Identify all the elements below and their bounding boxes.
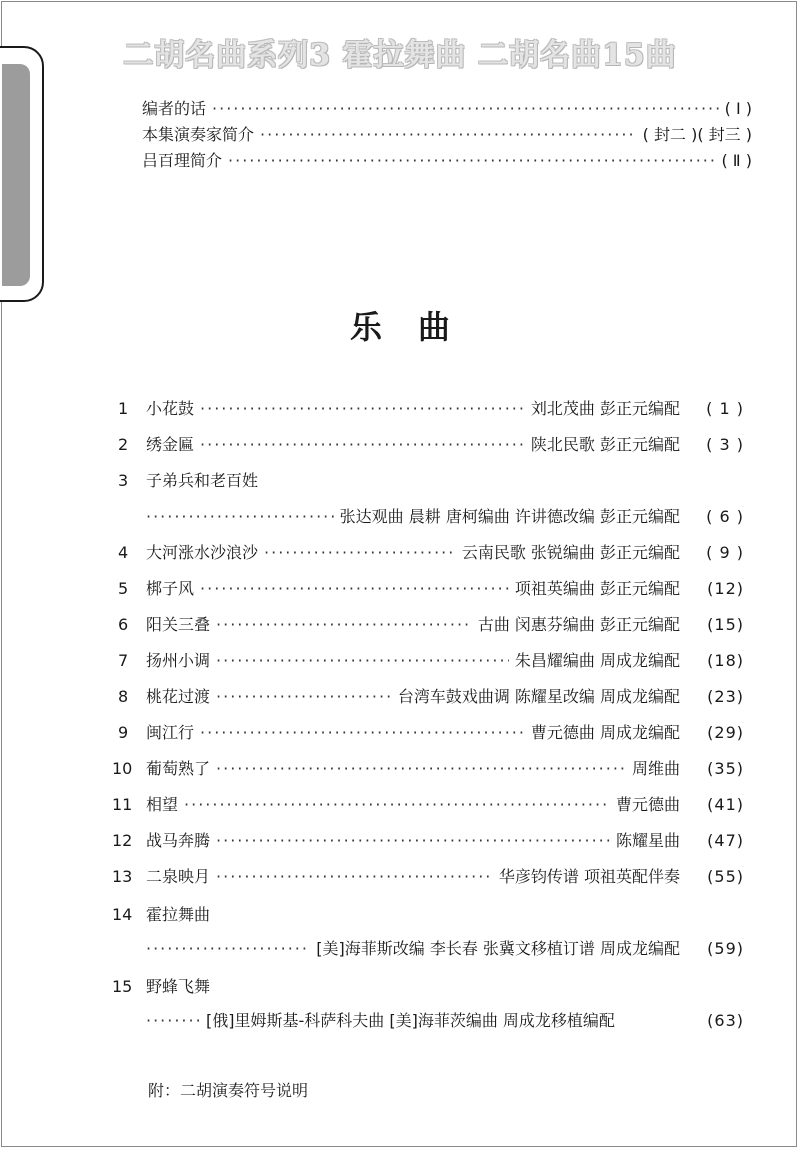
entry-credit: 朱昌耀编曲 周成龙编配 xyxy=(514,651,680,670)
dot-leader xyxy=(146,939,310,958)
dot-leader xyxy=(264,543,456,562)
dot-leader xyxy=(212,99,719,118)
entry-credit: 刘北茂曲 彭正元编配 xyxy=(530,399,680,418)
front-matter-title: 吕百理简介 xyxy=(142,151,223,170)
entry-number: 13 xyxy=(112,867,133,886)
toc-entry[interactable] xyxy=(112,720,744,748)
entry-number: 4 xyxy=(118,543,129,562)
dot-leader xyxy=(146,1011,200,1030)
toc-entry-continuation[interactable] xyxy=(112,1008,744,1036)
entry-page: ( 9 ) xyxy=(706,543,744,562)
entry-title: 阳关三叠 xyxy=(146,615,211,634)
front-matter-page: ( Ⅰ ) xyxy=(724,99,752,118)
entry-page: (41) xyxy=(707,795,744,814)
entry-title: 梆子风 xyxy=(146,579,195,598)
entry-title: 葡萄熟了 xyxy=(146,759,211,778)
dot-leader xyxy=(216,867,493,886)
side-tab-fill xyxy=(2,64,30,286)
dot-leader xyxy=(228,151,715,170)
toc-entry-continuation[interactable] xyxy=(112,504,744,532)
entry-title: 闽江行 xyxy=(146,723,195,742)
entry-title: 二泉映月 xyxy=(146,867,211,886)
entry-number: 15 xyxy=(112,977,133,996)
dot-leader xyxy=(200,579,509,598)
entry-number: 5 xyxy=(118,579,129,598)
entry-credit: [俄]里姆斯基-科萨科夫曲 [美]海菲茨编曲 周成龙移植编配 xyxy=(206,1011,615,1030)
entry-credit: 华彦钧传谱 项祖英配伴奏 xyxy=(498,867,680,886)
toc-entry[interactable] xyxy=(112,828,744,856)
entry-page: (35) xyxy=(707,759,744,778)
entry-title: 野蜂飞舞 xyxy=(146,977,211,996)
entry-credit: [美]海菲斯改编 李长春 张冀文移植订谱 周成龙编配 xyxy=(316,939,680,958)
entry-credit: 古曲 闵惠芬编曲 彭正元编配 xyxy=(477,615,680,634)
entry-title: 霍拉舞曲 xyxy=(146,905,211,924)
front-matter-item[interactable] xyxy=(142,122,752,146)
toc-entry[interactable] xyxy=(112,902,744,930)
entry-page: (12) xyxy=(707,579,744,598)
entry-title: 小花鼓 xyxy=(146,399,195,418)
entry-page: (23) xyxy=(707,687,744,706)
entry-page: (18) xyxy=(707,651,744,670)
entry-page: (15) xyxy=(707,615,744,634)
toc-entry[interactable] xyxy=(112,684,744,712)
toc-entry[interactable] xyxy=(112,756,744,784)
entry-number: 10 xyxy=(112,759,133,778)
dot-leader xyxy=(184,795,610,814)
front-matter-item[interactable] xyxy=(142,148,752,172)
entry-page: ( 1 ) xyxy=(706,399,744,418)
entry-page: (55) xyxy=(707,867,744,886)
header-title: 二胡名曲系列3 霍拉舞曲 二胡名曲15曲 xyxy=(123,38,677,73)
entry-page: ( 3 ) xyxy=(706,435,744,454)
entry-credit: 陕北民歌 彭正元编配 xyxy=(530,435,680,454)
entry-page: (47) xyxy=(707,831,744,850)
dot-leader xyxy=(146,507,334,526)
front-matter-page: ( Ⅱ ) xyxy=(721,151,752,170)
entry-number: 1 xyxy=(118,399,129,418)
entry-number: 2 xyxy=(118,435,129,454)
toc-entry[interactable] xyxy=(112,974,744,1002)
appendix-note[interactable]: 附：二胡演奏符号说明 xyxy=(148,1081,309,1100)
entry-credit: 陈耀星曲 xyxy=(615,831,680,850)
dot-leader xyxy=(216,687,392,706)
toc-entry[interactable] xyxy=(112,864,744,892)
front-matter-title: 编者的话 xyxy=(142,99,207,118)
entry-credit: 项祖英编曲 彭正元编配 xyxy=(514,579,680,598)
dot-leader xyxy=(216,831,610,850)
toc-entry[interactable] xyxy=(112,648,744,676)
section-title: 乐曲 xyxy=(349,308,486,346)
toc-entry[interactable] xyxy=(112,432,744,460)
toc-entry[interactable] xyxy=(112,792,744,820)
entry-title: 扬州小调 xyxy=(146,651,211,670)
entry-page: (29) xyxy=(707,723,744,742)
front-matter-page: ( 封二 )( 封三 ) xyxy=(642,125,752,144)
entry-number: 8 xyxy=(118,687,129,706)
side-tab-decoration xyxy=(0,46,44,302)
entry-number: 9 xyxy=(118,723,129,742)
front-matter-item[interactable] xyxy=(142,96,752,120)
entry-title: 子弟兵和老百姓 xyxy=(146,471,259,490)
entry-number: 6 xyxy=(118,615,129,634)
entry-credit: 台湾车鼓戏曲调 陈耀星改编 周成龙编配 xyxy=(397,687,680,706)
entry-page: (59) xyxy=(707,939,744,958)
entry-credit: 周维曲 xyxy=(631,759,680,778)
toc-entry[interactable] xyxy=(112,540,744,568)
toc-entry-continuation[interactable] xyxy=(112,936,744,964)
entry-number: 11 xyxy=(112,795,133,814)
dot-leader xyxy=(216,759,626,778)
entry-number: 12 xyxy=(112,831,133,850)
dot-leader xyxy=(216,615,472,634)
entry-credit: 云南民歌 张锐编曲 彭正元编配 xyxy=(461,543,680,562)
entry-credit: 曹元德曲 xyxy=(615,795,680,814)
entry-page: ( 6 ) xyxy=(706,507,744,526)
entry-page: (63) xyxy=(707,1011,744,1030)
entry-title: 大河涨水沙浪沙 xyxy=(146,543,259,562)
entry-credit: 张达观曲 晨耕 唐柯编曲 许讲德改编 彭正元编配 xyxy=(339,507,680,526)
entry-title: 相望 xyxy=(146,795,179,814)
toc-entry[interactable] xyxy=(112,576,744,604)
entry-number: 3 xyxy=(118,471,129,490)
toc-entry[interactable] xyxy=(112,612,744,640)
entry-title: 绣金匾 xyxy=(146,435,195,454)
front-matter-title: 本集演奏家简介 xyxy=(142,125,255,144)
entry-number: 7 xyxy=(118,651,129,670)
toc-entry[interactable] xyxy=(112,468,744,496)
entry-number: 14 xyxy=(112,905,133,924)
dot-leader xyxy=(200,435,525,454)
entry-title: 桃花过渡 xyxy=(146,687,211,706)
entry-credit: 曹元德曲 周成龙编配 xyxy=(530,723,680,742)
toc-entry[interactable] xyxy=(112,396,744,424)
dot-leader xyxy=(200,723,525,742)
dot-leader xyxy=(200,399,525,418)
dot-leader xyxy=(260,125,637,144)
dot-leader xyxy=(216,651,509,670)
entry-title: 战马奔腾 xyxy=(146,831,211,850)
